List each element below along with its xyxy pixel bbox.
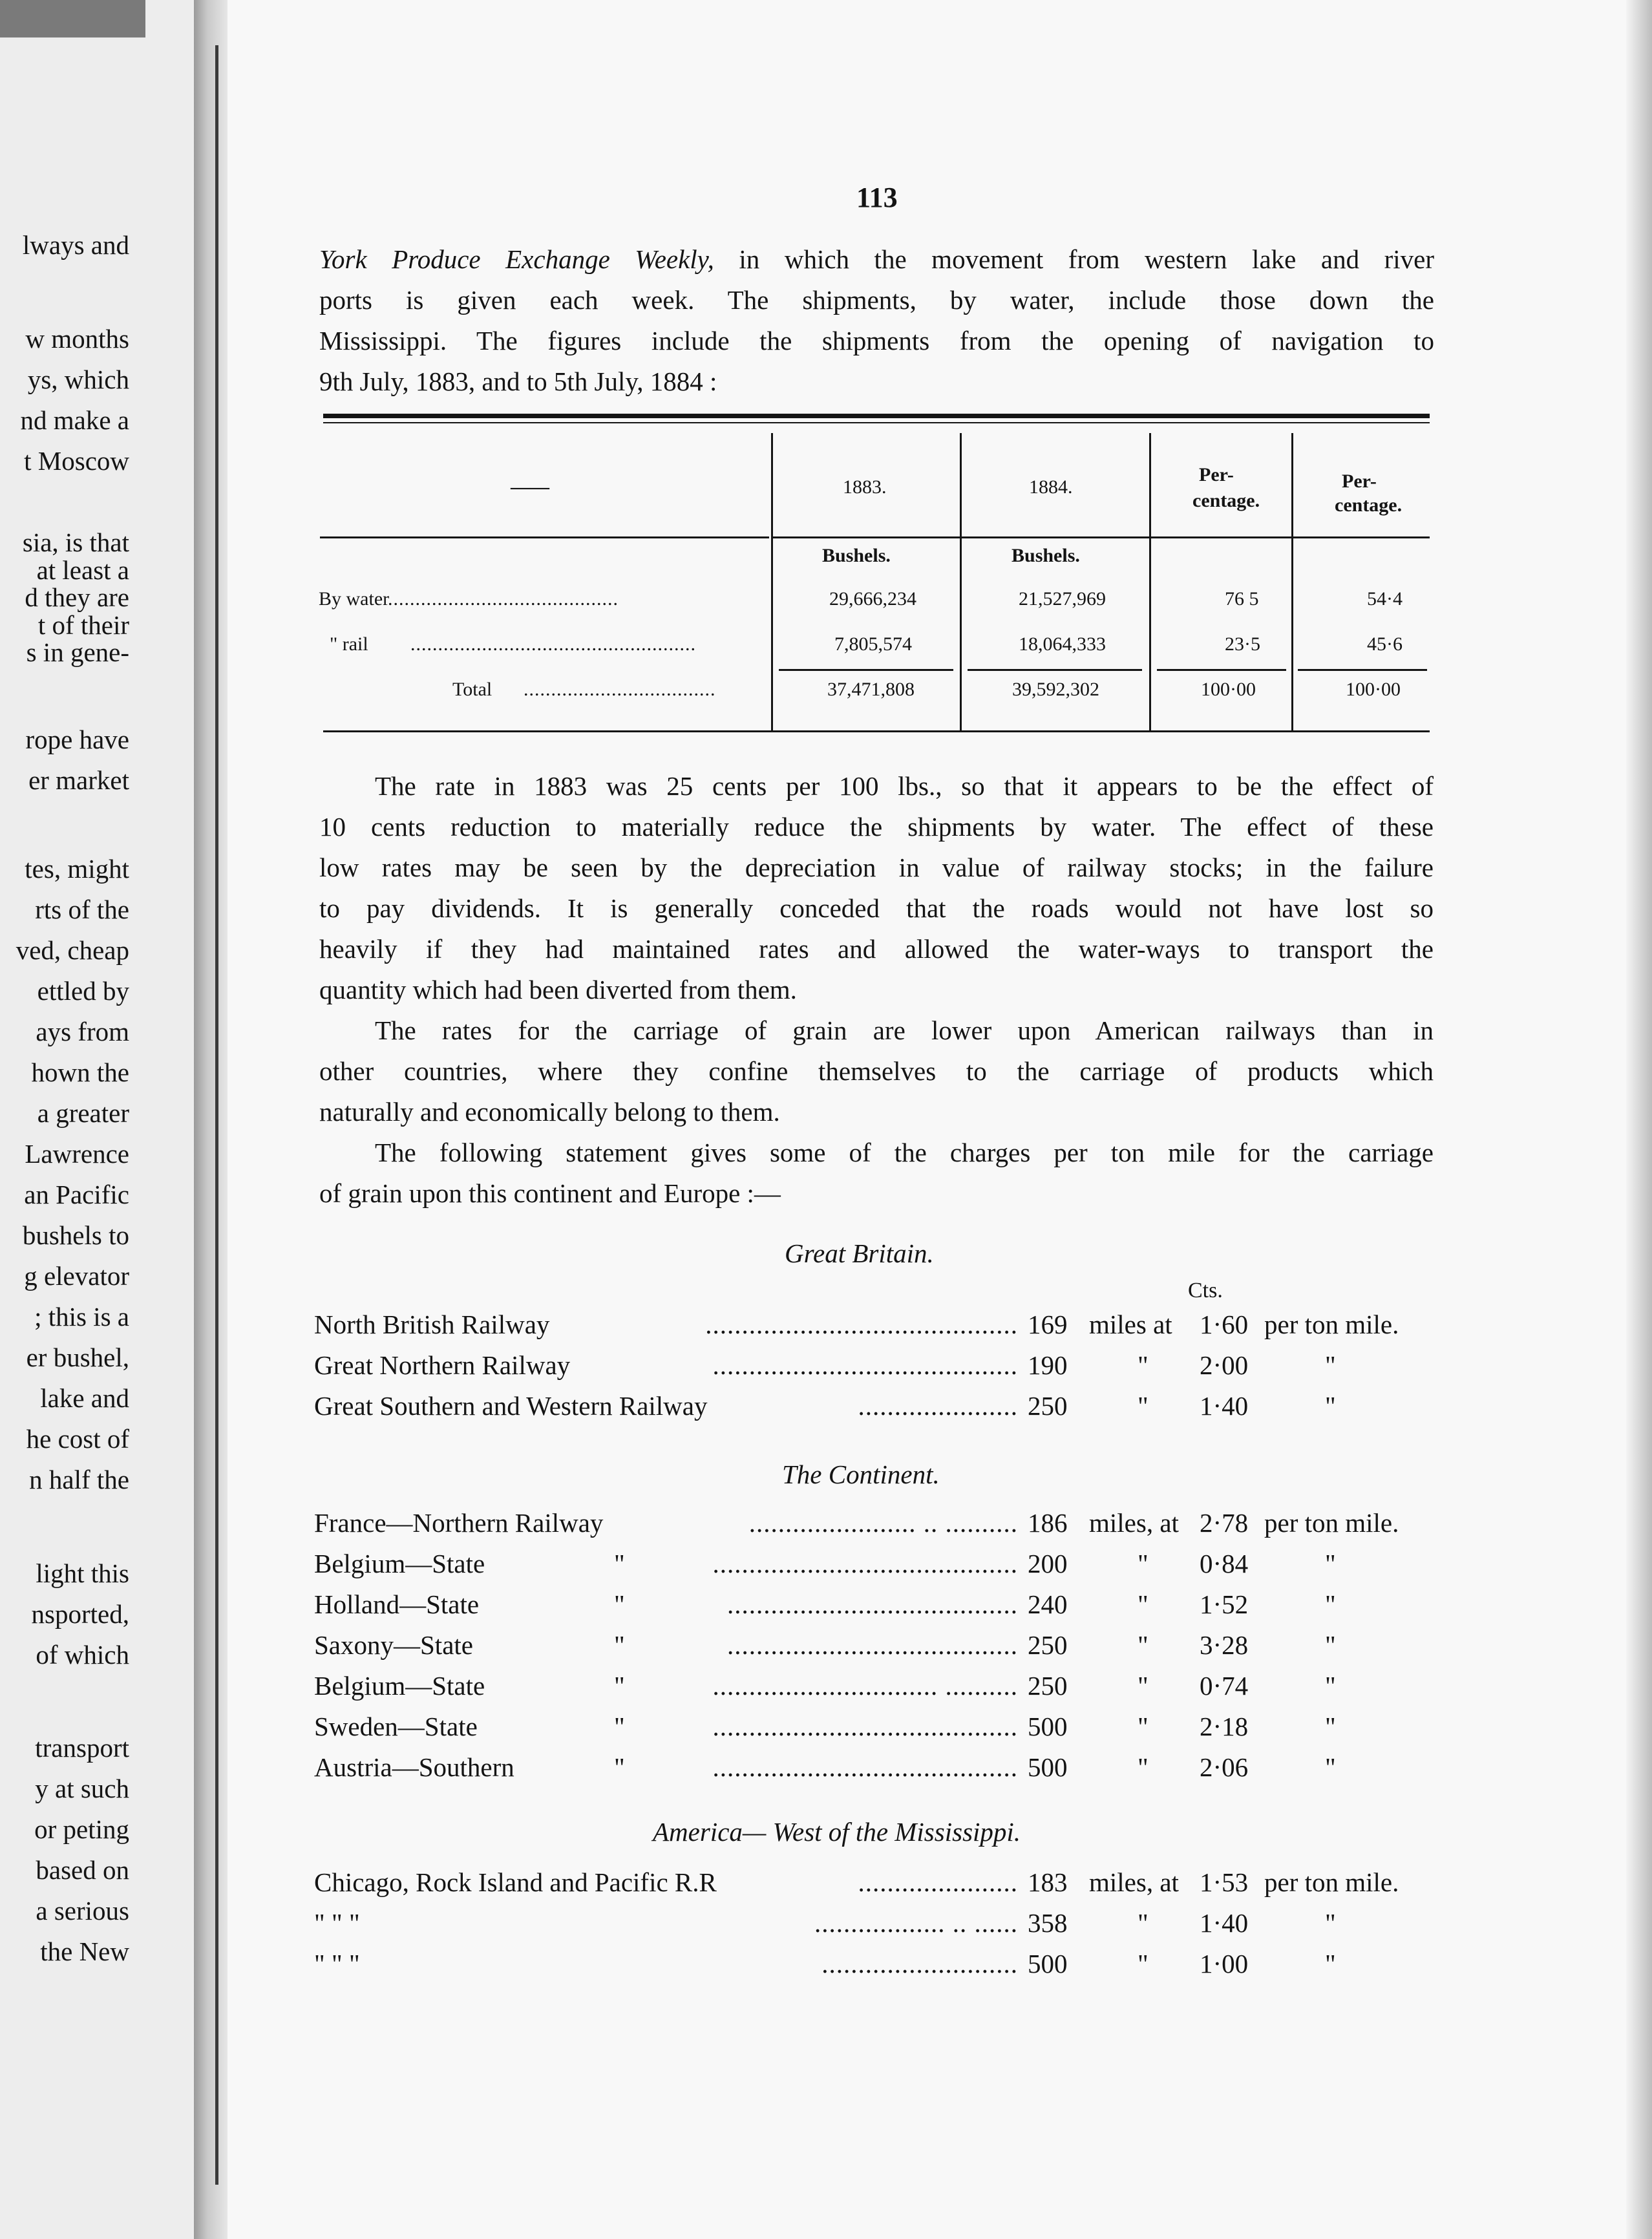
table-cell: 45·6 (1367, 633, 1403, 655)
leader-dots: ...... .. .................. (814, 1908, 1018, 1938)
table-total-cell: 100·00 (1346, 679, 1401, 700)
leader-dots: ...................... (858, 1867, 1018, 1897)
facing-page-line: rope have (25, 725, 129, 754)
facing-page-line: n half the (29, 1465, 129, 1494)
binding-edge (215, 45, 218, 2185)
table-row-leader: .................................................... (410, 633, 696, 655)
table-cell: 21,527,969 (1019, 588, 1106, 610)
intro-line-1: York Produce Exchange Weekly, in which the movement from western lake and river (319, 244, 1434, 274)
facing-page-line: g elevator (24, 1261, 129, 1291)
facing-page-line: t Moscow (24, 446, 129, 476)
ditto-mark: " (1138, 1630, 1149, 1660)
table-cell: 23·5 (1225, 633, 1260, 655)
leader-dots: .......................................... (712, 1712, 1018, 1741)
rate-cents: 1·40 (1200, 1391, 1249, 1421)
ditto-mark: " (614, 1671, 625, 1701)
paragraph-line: other countries, where they confine themselves to the carriage of products which (319, 1056, 1434, 1086)
facing-page-line: ved, cheap (16, 935, 129, 965)
rate-cents: 3·28 (1200, 1630, 1249, 1660)
leader-dots: .......................................... (712, 1752, 1018, 1782)
facing-page (0, 0, 194, 2239)
header-1884: 1884. (1029, 476, 1073, 498)
header-percentage-1b: centage. (1192, 490, 1260, 511)
ditto-mark: " (1138, 1908, 1149, 1938)
header-rule-b (773, 536, 1430, 538)
rate-miles-label: miles, at (1089, 1508, 1179, 1538)
ditto-mark: " (1138, 1589, 1149, 1619)
rate-miles: 500 (1028, 1752, 1068, 1782)
rate-cents: 1·60 (1200, 1310, 1249, 1339)
ditto-mark: " (1325, 1589, 1336, 1619)
leader-dots: .......................................... (712, 1549, 1018, 1578)
sum-rule-1883 (779, 669, 953, 671)
facing-page-line: a serious (36, 1896, 129, 1926)
paragraph-line: to pay dividends. It is generally conceded that the roads would not have lost so (319, 893, 1434, 923)
paragraph-line: 10 cents reduction to materially reduce the shipments by water. The effect of these (319, 812, 1434, 842)
rate-route-name: Belgium—State (314, 1549, 485, 1578)
publication-title: York Produce Exchange Weekly, (319, 244, 714, 274)
facing-page-line: a greater (37, 1098, 129, 1128)
leader-dots: ...................... (858, 1391, 1018, 1421)
col-divider-4 (1291, 433, 1293, 730)
table-top-rule (323, 414, 1430, 418)
header-1883: 1883. (843, 476, 887, 498)
rate-route-name: Great Northern Railway (314, 1350, 571, 1380)
facing-page-line: w months (25, 324, 129, 354)
header-rule-a (320, 536, 769, 538)
ditto-mark: " (1325, 1350, 1336, 1380)
leader-dots: .......... .. ....................... (748, 1508, 1018, 1538)
facing-page-line: or peting (34, 1814, 129, 1844)
rate-route-name: Saxony—State (314, 1630, 473, 1660)
rate-route-name: Chicago, Rock Island and Pacific R.R (314, 1867, 717, 1897)
rate-miles: 250 (1028, 1391, 1068, 1421)
sum-rule-1884 (968, 669, 1142, 671)
ditto-mark: " (614, 1712, 625, 1741)
facing-page-line: Lawrence (25, 1139, 129, 1169)
rate-cents: 2·00 (1200, 1350, 1249, 1380)
facing-page-line: based on (36, 1855, 129, 1885)
intro-line-4: 9th July, 1883, and to 5th July, 1884 : (319, 366, 717, 396)
rate-route-name: Great Southern and Western Railway (314, 1391, 708, 1421)
facing-page-line: of which (36, 1640, 129, 1670)
rate-miles: 186 (1028, 1508, 1068, 1538)
facing-page-line: ys, which (27, 365, 129, 394)
facing-page-line: sia, is that (22, 527, 129, 557)
ditto-mark: " (1325, 1712, 1336, 1741)
table-row-label: By water (319, 588, 390, 610)
ditto-mark: " (1138, 1949, 1149, 1979)
facing-page-line: transport (35, 1733, 129, 1763)
rate-cents: 1·40 (1200, 1908, 1249, 1938)
rate-route-name: Austria—Southern (314, 1752, 514, 1782)
ditto-mark: " (1325, 1630, 1336, 1660)
facing-page-line: y at such (35, 1774, 129, 1803)
rate-miles: 200 (1028, 1549, 1068, 1578)
facing-page-line: hown the (31, 1057, 129, 1087)
leader-dots: ........................................ (727, 1630, 1018, 1660)
table-cell: 54·4 (1367, 588, 1403, 610)
paragraph-line: quantity which had been diverted from them. (319, 975, 797, 1004)
sum-rule-p2 (1298, 669, 1427, 671)
section-heading-great-britain: Great Britain. (785, 1238, 934, 1268)
cents-column-label: Cts. (1188, 1279, 1223, 1302)
table-row-label: " rail (330, 633, 368, 655)
ditto-mark: " (614, 1549, 625, 1578)
col-divider-3 (1149, 433, 1151, 730)
intro-line-3: Mississippi. The figures include the shipments from the opening of navigation to (319, 326, 1434, 355)
table-top-rule-thin (323, 422, 1430, 423)
book-gutter (194, 0, 228, 2239)
rate-route-name: " " " (314, 1908, 360, 1938)
leader-dots: ........................................ (727, 1589, 1018, 1619)
leader-dots: .......... ............................... (712, 1671, 1018, 1701)
table-bottom-rule (323, 730, 1430, 732)
facing-page-line: an Pacific (24, 1180, 129, 1209)
rate-unit-label: per ton mile. (1264, 1310, 1399, 1339)
rate-cents: 2·18 (1200, 1712, 1249, 1741)
leader-dots: ........................... (821, 1949, 1018, 1979)
facing-page-line: rts of the (35, 895, 129, 924)
rate-cents: 0·74 (1200, 1671, 1249, 1701)
rate-route-name: Holland—State (314, 1589, 480, 1619)
rate-route-name: France—Northern Railway (314, 1508, 604, 1538)
paragraph-line: naturally and economically belong to them. (319, 1097, 780, 1127)
paragraph-line: low rates may be seen by the depreciation in value of railway stocks; in the failure (319, 853, 1434, 882)
units-1883: Bushels. (822, 545, 891, 566)
facing-page-line: tes, might (25, 854, 129, 884)
facing-page-line: t of their (37, 610, 129, 640)
facing-page-line: ays from (36, 1017, 129, 1046)
ditto-mark: " (1138, 1752, 1149, 1782)
facing-page-line: ; this is a (34, 1302, 129, 1332)
ditto-mark: " (1325, 1908, 1336, 1938)
table-corner-dash: —— (511, 476, 549, 498)
rate-cents: 1·00 (1200, 1949, 1249, 1979)
table-total-cell: 37,471,808 (827, 679, 915, 700)
table-total-cell: 39,592,302 (1012, 679, 1099, 700)
ditto-mark: " (1138, 1350, 1149, 1380)
leader-dots: .......................................... (712, 1350, 1018, 1380)
facing-page-line: er bushel, (26, 1342, 129, 1372)
table-cell: 7,805,574 (834, 633, 912, 655)
ditto-mark: " (1325, 1949, 1336, 1979)
rate-miles-label: miles, at (1089, 1867, 1179, 1897)
table-total-label: Total (452, 679, 492, 700)
ditto-mark: " (1138, 1712, 1149, 1741)
facing-page-line: d they are (25, 582, 129, 612)
rate-route-name: " " " (314, 1949, 360, 1979)
col-divider-1 (771, 433, 773, 730)
table-row-leader: .......................................... (388, 588, 619, 610)
intro-line-2: ports is given each week. The shipments, by water, include those down the (319, 285, 1434, 315)
rate-cents: 1·53 (1200, 1867, 1249, 1897)
ditto-mark: " (614, 1630, 625, 1660)
table-cell: 18,064,333 (1019, 633, 1106, 655)
facing-page-line: s in gene- (26, 637, 129, 667)
paragraph-line: The rate in 1883 was 25 cents per 100 lbs., so that it appears to be the effect of (375, 771, 1434, 801)
rate-unit-label: per ton mile. (1264, 1867, 1399, 1897)
rate-miles-label: miles at (1089, 1310, 1172, 1339)
rate-cents: 0·84 (1200, 1549, 1249, 1578)
rate-route-name: Sweden—State (314, 1712, 478, 1741)
ditto-mark: " (1138, 1391, 1149, 1421)
table-total-cell: 100·00 (1201, 679, 1256, 700)
facing-page-line: lake and (40, 1383, 129, 1413)
ditto-mark: " (1325, 1549, 1336, 1578)
leader-dots: ........................................... (705, 1310, 1018, 1339)
rate-unit-label: per ton mile. (1264, 1508, 1399, 1538)
ditto-mark: " (1138, 1671, 1149, 1701)
sum-rule-p1 (1157, 669, 1286, 671)
rate-miles: 250 (1028, 1671, 1068, 1701)
ditto-mark: " (1325, 1752, 1336, 1782)
scan-edge-strip (0, 0, 145, 37)
facing-page-line: er market (28, 765, 129, 795)
facing-page-line: nd make a (20, 405, 129, 435)
facing-page-line: light this (36, 1558, 129, 1588)
facing-page-line: the New (40, 1937, 129, 1966)
facing-page-line: lways and (22, 230, 129, 260)
table-total-leader: ................................... (524, 679, 716, 700)
page-edge-shadow (1626, 0, 1652, 2239)
rate-miles: 500 (1028, 1712, 1068, 1741)
facing-page-line: nsported, (31, 1599, 129, 1629)
paragraph-line: heavily if they had maintained rates and allowed the water-ways to transport the (319, 934, 1434, 964)
rate-miles: 183 (1028, 1867, 1068, 1897)
ditto-mark: " (614, 1752, 625, 1782)
table-cell: 29,666,234 (829, 588, 916, 610)
header-percentage-2a: Per- (1342, 471, 1377, 492)
col-divider-2 (960, 433, 962, 730)
paragraph-line: The rates for the carriage of grain are lower upon American railways than in (375, 1015, 1434, 1045)
header-percentage-2b: centage. (1335, 494, 1403, 516)
rate-cents: 1·52 (1200, 1589, 1249, 1619)
ditto-mark: " (614, 1589, 625, 1619)
rate-miles: 240 (1028, 1589, 1068, 1619)
rate-route-name: North British Railway (314, 1310, 550, 1339)
facing-page-line: ettled by (37, 976, 129, 1006)
rate-cents: 2·06 (1200, 1752, 1249, 1782)
header-percentage-1a: Per- (1199, 464, 1234, 485)
rate-miles: 500 (1028, 1949, 1068, 1979)
rate-miles: 169 (1028, 1310, 1068, 1339)
paragraph-line: of grain upon this continent and Europe :— (319, 1178, 781, 1208)
ditto-mark: " (1325, 1391, 1336, 1421)
ditto-mark: " (1325, 1671, 1336, 1701)
rate-cents: 2·78 (1200, 1508, 1249, 1538)
rate-miles: 190 (1028, 1350, 1068, 1380)
facing-page-line: at least a (36, 555, 129, 585)
section-heading-america: America— West of the Mississippi. (653, 1817, 1021, 1847)
facing-page-line: he cost of (26, 1424, 129, 1454)
facing-page-line: bushels to (22, 1220, 129, 1250)
page-number: 113 (856, 182, 898, 213)
paragraph-line: The following statement gives some of the charges per ton mile for the carriage (375, 1138, 1434, 1167)
ditto-mark: " (1138, 1549, 1149, 1578)
rate-route-name: Belgium—State (314, 1671, 485, 1701)
units-1884: Bushels. (1011, 545, 1080, 566)
table-cell: 76 5 (1225, 588, 1259, 610)
rate-miles: 358 (1028, 1908, 1068, 1938)
section-heading-continent: The Continent. (782, 1459, 940, 1489)
rate-miles: 250 (1028, 1630, 1068, 1660)
